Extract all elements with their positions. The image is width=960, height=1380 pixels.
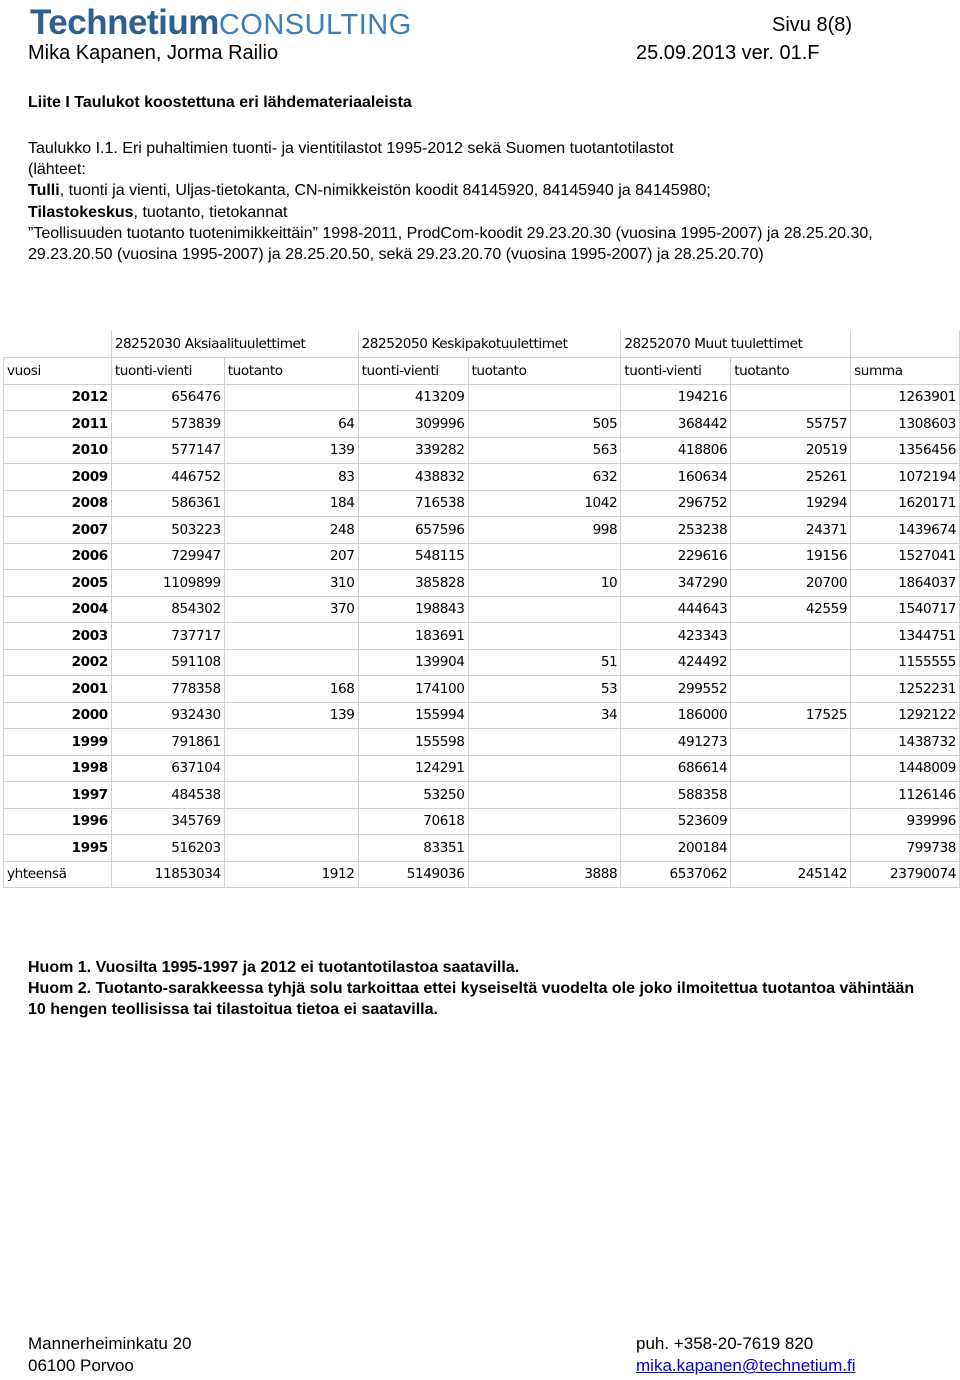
value-cell: 139904 [358,649,468,676]
year-cell: 1995 [4,835,112,862]
group-header-muut: 28252070 Muut tuulettimet [621,331,851,358]
value-cell: 1438732 [851,729,960,756]
year-cell: 2009 [4,464,112,491]
year-cell: 2003 [4,623,112,650]
value-cell: 53250 [358,782,468,809]
value-cell: 998 [468,517,621,544]
value-cell: 17525 [731,702,851,729]
caption-line-4 [28,202,943,223]
table-row [4,702,960,729]
value-cell: 573839 [111,411,224,438]
year-cell: 2001 [4,676,112,703]
value-cell: 657596 [358,517,468,544]
year-cell: 2012 [4,384,112,411]
caption-line-3 [28,180,943,201]
value-cell: 174100 [358,676,468,703]
value-cell: 1155555 [851,649,960,676]
value-cell: 347290 [621,570,731,597]
value-cell: 53 [468,676,621,703]
value-cell: 778358 [111,676,224,703]
footer-contact [636,1333,855,1377]
value-cell: 446752 [111,464,224,491]
table-row [4,437,960,464]
value-cell: 70618 [358,808,468,835]
table-row [4,755,960,782]
value-cell: 1912 [224,861,358,888]
value-cell [224,729,358,756]
footer-email-link[interactable]: mika.kapanen@technetium.fi [636,1356,856,1375]
value-cell: 423343 [621,623,731,650]
value-cell [731,623,851,650]
value-cell: 64 [224,411,358,438]
year-cell: 2004 [4,596,112,623]
value-cell [731,649,851,676]
company-logo [30,4,412,44]
value-cell: 139 [224,437,358,464]
value-cell: 198843 [358,596,468,623]
value-cell: 10 [468,570,621,597]
value-cell: 20519 [731,437,851,464]
value-cell: 1042 [468,490,621,517]
value-cell: 1448009 [851,755,960,782]
footer-phone: puh. +358-20-7619 820 [636,1334,814,1353]
value-cell: 1126146 [851,782,960,809]
value-cell: 588358 [621,782,731,809]
value-cell: 418806 [621,437,731,464]
value-cell: 1109899 [111,570,224,597]
value-cell: 577147 [111,437,224,464]
table-row [4,835,960,862]
value-cell: 34 [468,702,621,729]
value-cell: 139 [224,702,358,729]
table-row [4,649,960,676]
table-row [4,729,960,756]
value-cell [468,623,621,650]
appendix-title: Liite I Taulukot koostettuna eri lähdemateriaaleista [28,94,412,111]
value-cell [468,835,621,862]
value-cell: 155598 [358,729,468,756]
value-cell [731,755,851,782]
value-cell: 183691 [358,623,468,650]
value-cell: 563 [468,437,621,464]
table-row [4,517,960,544]
value-cell [731,729,851,756]
value-cell: 716538 [358,490,468,517]
year-cell: 1999 [4,729,112,756]
value-cell: 368442 [621,411,731,438]
value-cell: 207 [224,543,358,570]
table-row [4,596,960,623]
year-cell: 2008 [4,490,112,517]
value-cell: 155994 [358,702,468,729]
table-row [4,411,960,438]
value-cell: 11853034 [111,861,224,888]
data-table-body [4,331,960,888]
value-cell: 854302 [111,596,224,623]
value-cell: 1439674 [851,517,960,544]
value-cell [731,782,851,809]
value-cell: 424492 [621,649,731,676]
footer-postal: 06100 Porvoo [28,1356,134,1375]
year-cell: 1997 [4,782,112,809]
value-cell: 523609 [621,808,731,835]
group-header-keskipako: 28252050 Keskipakotuulettimet [358,331,621,358]
value-cell: 194216 [621,384,731,411]
value-cell: 656476 [111,384,224,411]
year-cell: 2010 [4,437,112,464]
table-caption [28,138,943,265]
value-cell: 632 [468,464,621,491]
value-cell: 1356456 [851,437,960,464]
value-cell: 686614 [621,755,731,782]
value-cell: 444643 [621,596,731,623]
column-header: tuotanto [468,358,621,385]
table-row [4,570,960,597]
table-row [4,464,960,491]
year-cell: 2000 [4,702,112,729]
value-cell [224,623,358,650]
column-header: tuonti-vienti [621,358,731,385]
value-cell: 1620171 [851,490,960,517]
value-cell: 729947 [111,543,224,570]
value-cell: 310 [224,570,358,597]
value-cell: 1072194 [851,464,960,491]
value-cell: 1308603 [851,411,960,438]
caption-line-1: Taulukko I.1. Eri puhaltimien tuonti- ja vientitilastot 1995-2012 sekä Suomen tuotantotilastot [28,140,674,157]
value-cell: 245142 [731,861,851,888]
value-cell: 799738 [851,835,960,862]
value-cell [224,384,358,411]
value-cell: 186000 [621,702,731,729]
group-header-aksiaali: 28252030 Aksiaalituulettimet [111,331,358,358]
caption-line-2: (lähteet: [28,161,86,179]
value-cell: 1527041 [851,543,960,570]
value-cell: 253238 [621,517,731,544]
value-cell: 200184 [621,835,731,862]
value-cell: 309996 [358,411,468,438]
value-cell: 23790074 [851,861,960,888]
value-cell [224,808,358,835]
data-table [3,331,960,888]
value-cell: 5149036 [358,861,468,888]
value-cell [468,729,621,756]
value-cell: 345769 [111,808,224,835]
value-cell: 1263901 [851,384,960,411]
table-row [4,782,960,809]
value-cell: 1540717 [851,596,960,623]
date-version: 25.09.2013 ver. 01.F [636,42,820,64]
value-cell: 184 [224,490,358,517]
value-cell: 19156 [731,543,851,570]
value-cell [468,384,621,411]
table-row [4,384,960,411]
value-cell: 42559 [731,596,851,623]
group-header-row [4,331,960,358]
value-cell: 932430 [111,702,224,729]
value-cell: 385828 [358,570,468,597]
value-cell: 299552 [621,676,731,703]
value-cell: 51 [468,649,621,676]
value-cell: 413209 [358,384,468,411]
value-cell: 1864037 [851,570,960,597]
column-header-row [4,358,960,385]
value-cell: 296752 [621,490,731,517]
total-label: yhteensä [4,861,112,888]
value-cell: 124291 [358,755,468,782]
year-cell: 2011 [4,411,112,438]
value-cell [731,384,851,411]
value-cell [468,755,621,782]
value-cell: 586361 [111,490,224,517]
table-row [4,808,960,835]
value-cell: 1292122 [851,702,960,729]
value-cell [224,649,358,676]
value-cell [224,755,358,782]
value-cell: 160634 [621,464,731,491]
value-cell: 791861 [111,729,224,756]
value-cell [731,808,851,835]
caption-source-tilastokeskus: Tilastokeskus [28,203,134,221]
year-cell: 1996 [4,808,112,835]
value-cell: 339282 [358,437,468,464]
total-row [4,861,960,888]
column-header: tuonti-vienti [358,358,468,385]
column-header: tuotanto [731,358,851,385]
value-cell [731,676,851,703]
column-header: summa [851,358,960,385]
group-header-blank [4,331,112,358]
note-1: Huom 1. Vuosilta 1995-1997 ja 2012 ei tuotantotilastoa saatavilla. [28,959,520,976]
column-header: tuotanto [224,358,358,385]
caption-source-tulli: Tulli [28,182,60,200]
value-cell: 1344751 [851,623,960,650]
value-cell [468,596,621,623]
footer-street: Mannerheiminkatu 20 [28,1334,192,1353]
value-cell: 83351 [358,835,468,862]
value-cell: 20700 [731,570,851,597]
year-cell: 2006 [4,543,112,570]
value-cell: 503223 [111,517,224,544]
value-cell: 737717 [111,623,224,650]
value-cell: 370 [224,596,358,623]
value-cell: 83 [224,464,358,491]
value-cell [224,835,358,862]
table-row [4,623,960,650]
value-cell: 229616 [621,543,731,570]
note-2: Huom 2. Tuotanto-sarakkeessa tyhjä solu tarkoittaa ettei kyseiseltä vuodelta ole joko ilmoitettua tuotantoa vähintään 10 hengen teollisissa tai tilastoitua tietoa ei saatavilla. [28,980,915,1018]
notes [28,957,928,1020]
value-cell: 939996 [851,808,960,835]
year-cell: 2005 [4,570,112,597]
year-cell: 2007 [4,517,112,544]
value-cell [468,808,621,835]
caption-line-5: ”Teollisuuden tuotanto tuotenimikkeittäin” 1998-2011, ProdCom-koodit 29.23.20.30 (vuosina 1995-2007) ja 28.25.20.30, 29.23.20.50 (vuosina 1995-2007) ja 28.25.20.50, sekä 29.23.20.70 (vuosina 1995-2007) ja 28.25.20.70) [28,224,873,264]
value-cell: 168 [224,676,358,703]
caption-line-4-text: , tuotanto, tietokannat [133,203,288,221]
logo-light-text: CONSULTING [218,9,412,41]
value-cell: 1252231 [851,676,960,703]
value-cell: 55757 [731,411,851,438]
value-cell: 591108 [111,649,224,676]
value-cell: 484538 [111,782,224,809]
year-cell: 1998 [4,755,112,782]
value-cell: 3888 [468,861,621,888]
caption-line-3-text: , tuonti ja vienti, Uljas-tietokanta, CN-nimikkeistön koodit 84145920, 84145940 ja 84145980; [59,182,711,200]
value-cell: 438832 [358,464,468,491]
value-cell [224,782,358,809]
value-cell: 19294 [731,490,851,517]
value-cell: 516203 [111,835,224,862]
logo-bold-text: Technetium [30,3,219,42]
footer-address [28,1333,191,1377]
value-cell: 548115 [358,543,468,570]
value-cell: 6537062 [621,861,731,888]
page-number: Sivu 8(8) [772,14,853,36]
table-row [4,543,960,570]
value-cell: 248 [224,517,358,544]
value-cell: 491273 [621,729,731,756]
table-row [4,676,960,703]
value-cell: 25261 [731,464,851,491]
group-header-blank [851,331,960,358]
column-header: vuosi [4,358,112,385]
column-header: tuonti-vienti [111,358,224,385]
value-cell [468,543,621,570]
value-cell [731,835,851,862]
value-cell: 637104 [111,755,224,782]
authors: Mika Kapanen, Jorma Railio [28,42,279,64]
value-cell [468,782,621,809]
table-row [4,490,960,517]
year-cell: 2002 [4,649,112,676]
value-cell: 24371 [731,517,851,544]
value-cell: 505 [468,411,621,438]
